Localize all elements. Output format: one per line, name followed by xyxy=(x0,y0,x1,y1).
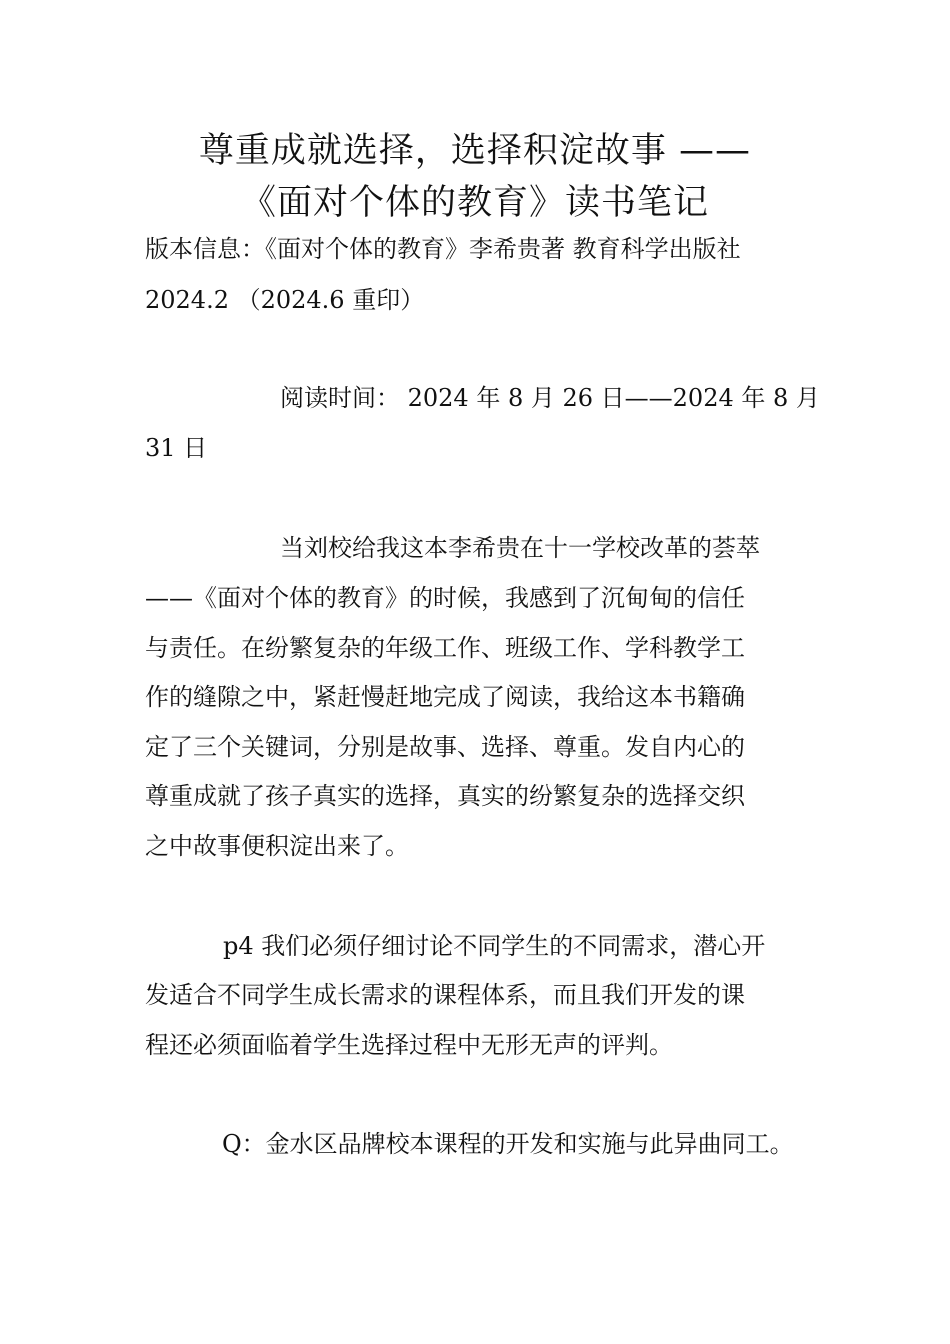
title-line-1: 尊重成就选择，选择积淀故事 —— xyxy=(198,131,752,171)
question-line: Q：金水区品牌校本课程的开发和实施与此异曲同工。 xyxy=(222,1130,794,1158)
reading-time-line-1: 阅读时间： 2024 年 8 月 26 日——2024 年 8 月 xyxy=(280,384,820,412)
edition-info-line-2: 2024.2 （2024.6 重印） xyxy=(145,286,425,314)
paragraph-1-line: ——《面对个体的教育》的时候，我感到了沉甸甸的信任 xyxy=(145,584,745,612)
paragraph-1-line: 尊重成就了孩子真实的选择，真实的纷繁复杂的选择交织 xyxy=(145,782,745,810)
paragraph-1-line: 定了三个关键词，分别是故事、选择、尊重。发自内心的 xyxy=(145,733,745,761)
quote-p4-line: 程还必须面临着学生选择过程中无形无声的评判。 xyxy=(145,1031,673,1059)
quote-p4-line: p4 我们必须仔细讨论不同学生的不同需求，潜心开 xyxy=(223,932,766,960)
paragraph-1-line: 之中故事便积淀出来了。 xyxy=(145,832,409,860)
quote-p4-line: 发适合不同学生成长需求的课程体系，而且我们开发的课 xyxy=(145,981,745,1009)
paragraph-1-line: 与责任。在纷繁复杂的年级工作、班级工作、学科教学工 xyxy=(145,634,745,662)
reading-time-line-2: 31 日 xyxy=(145,434,208,462)
title-line-2: 《面对个体的教育》读书笔记 xyxy=(240,183,709,223)
edition-info-line-1: 版本信息：《面对个体的教育》李希贵著 教育科学出版社 xyxy=(145,235,741,263)
paragraph-1-line: 当刘校给我这本李希贵在十一学校改革的荟萃 xyxy=(280,534,760,562)
paragraph-1-line: 作的缝隙之中，紧赶慢赶地完成了阅读，我给这本书籍确 xyxy=(145,683,745,711)
